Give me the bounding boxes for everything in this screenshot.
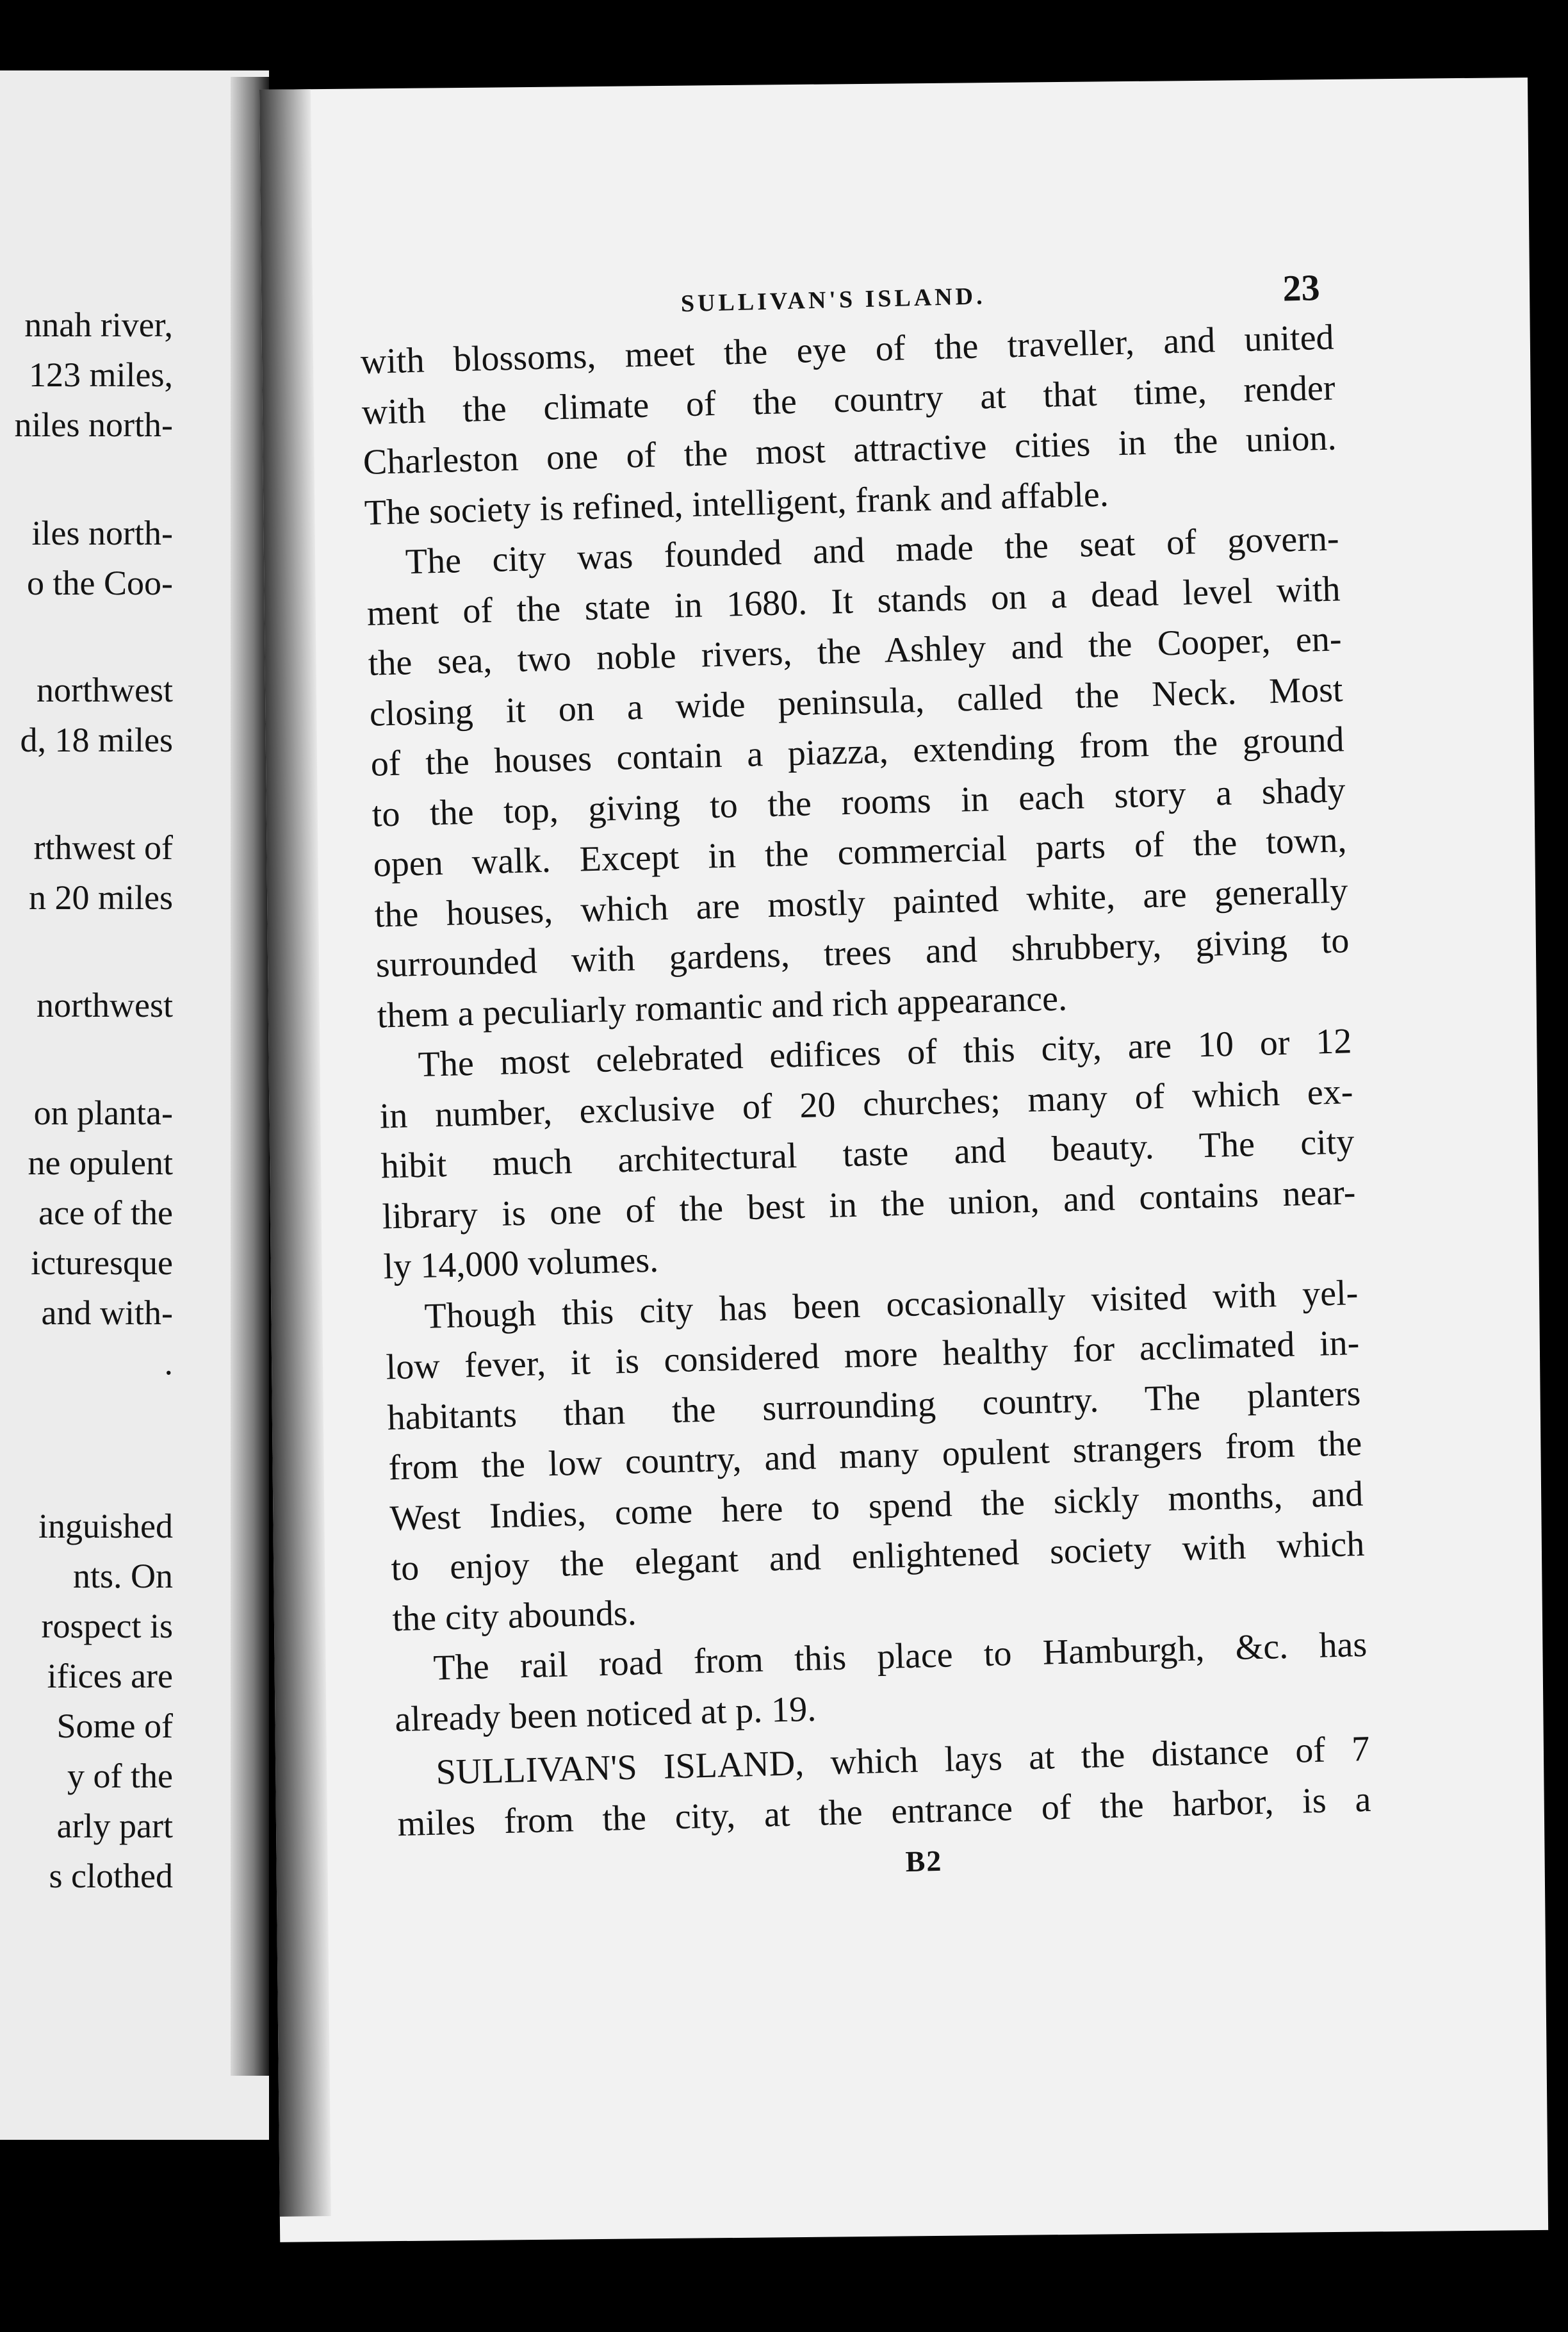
text-line: library is one of the best in the union, and contains near- [381, 1172, 1357, 1237]
text-line: the city abounds. [391, 1593, 637, 1639]
text-line: the houses, which are mostly painted white, are generally [374, 870, 1349, 935]
left-page-line: icturesque [31, 1244, 173, 1282]
text-line: The rail road from this place to Hamburgh, &c. has [432, 1624, 1368, 1688]
left-page-line: niles north- [14, 406, 173, 444]
text-line: The society is refined, intelligent, frank and affable. [364, 473, 1109, 533]
left-page-line: ace of the [38, 1194, 173, 1232]
text-line: ment of the state in 1680. It stands on a dead level with [366, 568, 1341, 634]
left-page-line: Some of [56, 1707, 173, 1745]
text-line: The most celebrated edifices of this city, are 10 or 12 [417, 1021, 1353, 1085]
left-page-line: rospect is [41, 1607, 173, 1645]
left-page-line: nts. On [72, 1557, 173, 1595]
text-line: already been noticed at p. 19. [394, 1689, 817, 1739]
left-page-line: and with- [41, 1293, 173, 1332]
text-line: the sea, two noble rivers, the Ashley and the Cooper, en- [368, 619, 1343, 684]
text-line: SULLIVAN'S ISLAND, which lays at the distance of 7 [435, 1728, 1371, 1793]
text-line: ly 14,000 volumes. [382, 1240, 659, 1287]
page-number: 23 [1282, 267, 1321, 309]
text-line: to the top, giving to the rooms in each story a shady [372, 769, 1346, 835]
text-line: open walk. Except in the commercial parts of the town, [373, 820, 1348, 885]
left-page-line: o the Coo- [27, 564, 173, 602]
left-page-line: ne opulent [28, 1144, 173, 1182]
left-page-line: inguished [38, 1507, 173, 1545]
left-page-line: on planta- [33, 1094, 173, 1132]
signature-mark: B2 [904, 1844, 943, 1878]
text-line: The city was founded and made the seat of govern- [405, 518, 1340, 582]
text-line: from the low country, and many opulent strangers from the [388, 1423, 1362, 1488]
text-line: with blossoms, meet the eye of the traveller, and united [360, 317, 1335, 382]
left-page-line: northwest [37, 671, 173, 709]
text-line: them a peculiarly romantic and rich appearance. [376, 978, 1068, 1036]
text-line: in number, exclusive of 20 churches; many of which ex- [379, 1071, 1354, 1137]
text-line: miles from the city, at the entrance of the harbor, is a [396, 1779, 1372, 1844]
text-line: Charleston one of the most attractive cities in the union. [363, 418, 1337, 482]
left-page [0, 70, 269, 2140]
left-page-line: 123 miles, [29, 356, 173, 394]
left-page-line: arly part [56, 1807, 173, 1845]
text-line: with the climate of the country at that time, render [361, 367, 1336, 432]
left-page-line: . [164, 1343, 173, 1382]
text-line: of the houses contain a piazza, extending from the ground [370, 719, 1345, 784]
text-line: West Indies, come here to spend the sickly months, and [389, 1474, 1364, 1538]
running-title: SULLIVAN'S ISLAND. [680, 283, 986, 318]
text-line: to enjoy the elegant and enlightened society with which [390, 1523, 1365, 1589]
left-page-line: n 20 miles [29, 878, 173, 917]
left-page-line: nnah river, [24, 306, 173, 344]
left-page-line: northwest [37, 986, 173, 1024]
text-line: low fever, it is considered more healthy for acclimated in- [385, 1323, 1360, 1388]
left-page-line: d, 18 miles [20, 721, 173, 759]
text-line: hibit much architectural taste and beauty. The city [380, 1122, 1355, 1187]
text-line: Though this city has been occasionally visited with yel- [423, 1272, 1359, 1336]
text-line: surrounded with gardens, trees and shrubbery, giving to [375, 921, 1350, 985]
right-page-text [359, 263, 1373, 1901]
left-page-line: rthwest of [33, 828, 173, 867]
left-page-line: iles north- [31, 514, 173, 552]
text-line: habitants than the surrounding country. The planters [386, 1373, 1361, 1438]
left-page-line: ifices are [47, 1657, 173, 1695]
left-page-line: s clothed [49, 1857, 173, 1895]
text-line: closing it on a wide peninsula, called the Neck. Most [369, 669, 1344, 734]
left-page-line: y of the [67, 1757, 173, 1795]
